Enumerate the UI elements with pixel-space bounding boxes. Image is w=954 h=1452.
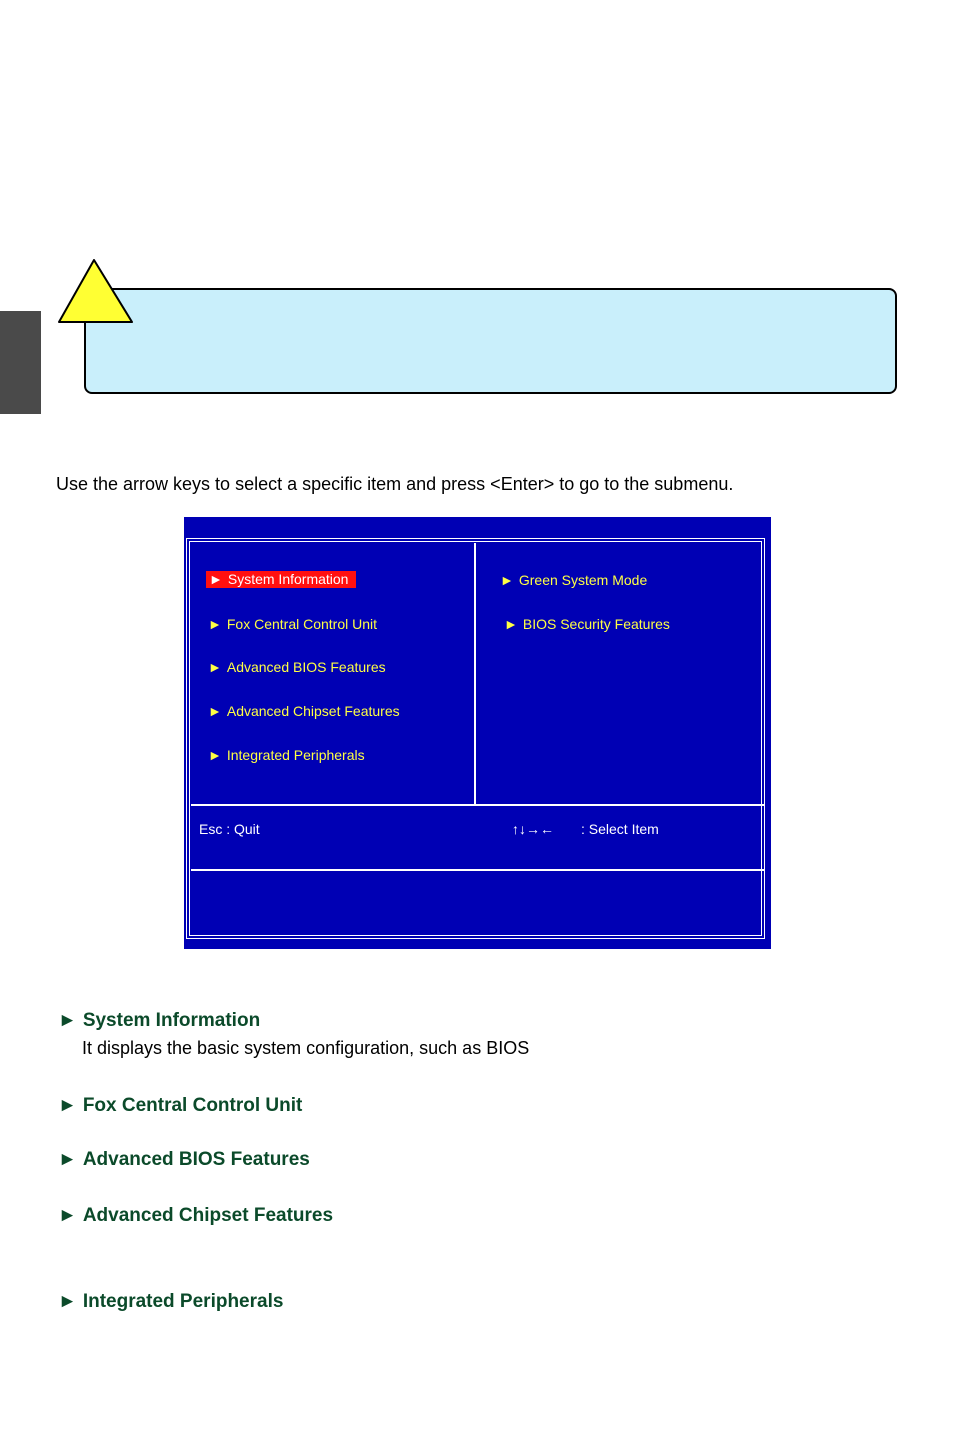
arrow-right-icon: ►	[58, 1010, 77, 1031]
menu-item-fox-central-control-unit[interactable]: ► Fox Central Control Unit	[208, 616, 378, 632]
note-box	[84, 288, 897, 394]
bios-help-divider	[191, 869, 764, 871]
arrow-right-icon: ►	[208, 616, 222, 632]
menu-item-integrated-peripherals[interactable]: ► Integrated Peripherals	[208, 747, 365, 763]
chapter-side-tab	[0, 311, 41, 414]
bios-column-divider	[474, 543, 476, 805]
warning-icon	[56, 256, 136, 326]
section-title: Integrated Peripherals	[82, 1291, 284, 1312]
arrow-right-icon: ►	[208, 659, 222, 675]
menu-item-advanced-bios-features[interactable]: ► Advanced BIOS Features	[208, 659, 386, 675]
menu-item-advanced-chipset-features[interactable]: ► Advanced Chipset Features	[208, 703, 400, 719]
menu-item-bios-security-features[interactable]: ► BIOS Security Features	[504, 616, 670, 632]
arrow-right-icon: ►	[58, 1149, 77, 1170]
section-title: System Information	[82, 1010, 261, 1031]
bios-main-menu-screen	[184, 517, 771, 949]
menu-item-system-information[interactable]: ► System Information	[206, 571, 356, 588]
esc-quit-hint: Esc : Quit	[199, 821, 260, 837]
arrow-right-icon: ►	[208, 747, 222, 763]
intro-text: Use the arrow keys to select a specific item and press <Enter> to go to the submenu.	[56, 474, 734, 494]
section-title: Advanced Chipset Features	[82, 1205, 334, 1226]
arrow-right-icon: ►	[58, 1095, 77, 1116]
arrow-right-icon: ►	[209, 571, 223, 587]
arrow-right-icon: ►	[58, 1291, 77, 1312]
section-description: It displays the basic system configuration, such as BIOS	[82, 1038, 530, 1058]
section-system-information	[58, 1010, 529, 1059]
arrow-right-icon: ►	[504, 616, 518, 632]
section-advanced-bios-features	[58, 1149, 310, 1171]
section-advanced-chipset-features	[58, 1205, 333, 1227]
arrow-right-icon: ►	[500, 572, 514, 588]
section-title: Fox Central Control Unit	[82, 1095, 303, 1116]
arrow-keys-icon: ↑↓→←	[512, 821, 554, 837]
arrow-right-icon: ►	[58, 1205, 77, 1226]
section-fox-central-control-unit	[58, 1095, 302, 1117]
menu-item-green-system-mode[interactable]: ► Green System Mode	[500, 572, 648, 588]
section-integrated-peripherals	[58, 1291, 283, 1313]
select-item-hint: : Select Item	[581, 821, 659, 837]
bios-status-divider	[191, 804, 764, 806]
section-title: Advanced BIOS Features	[82, 1149, 310, 1170]
arrow-right-icon: ►	[208, 703, 222, 719]
